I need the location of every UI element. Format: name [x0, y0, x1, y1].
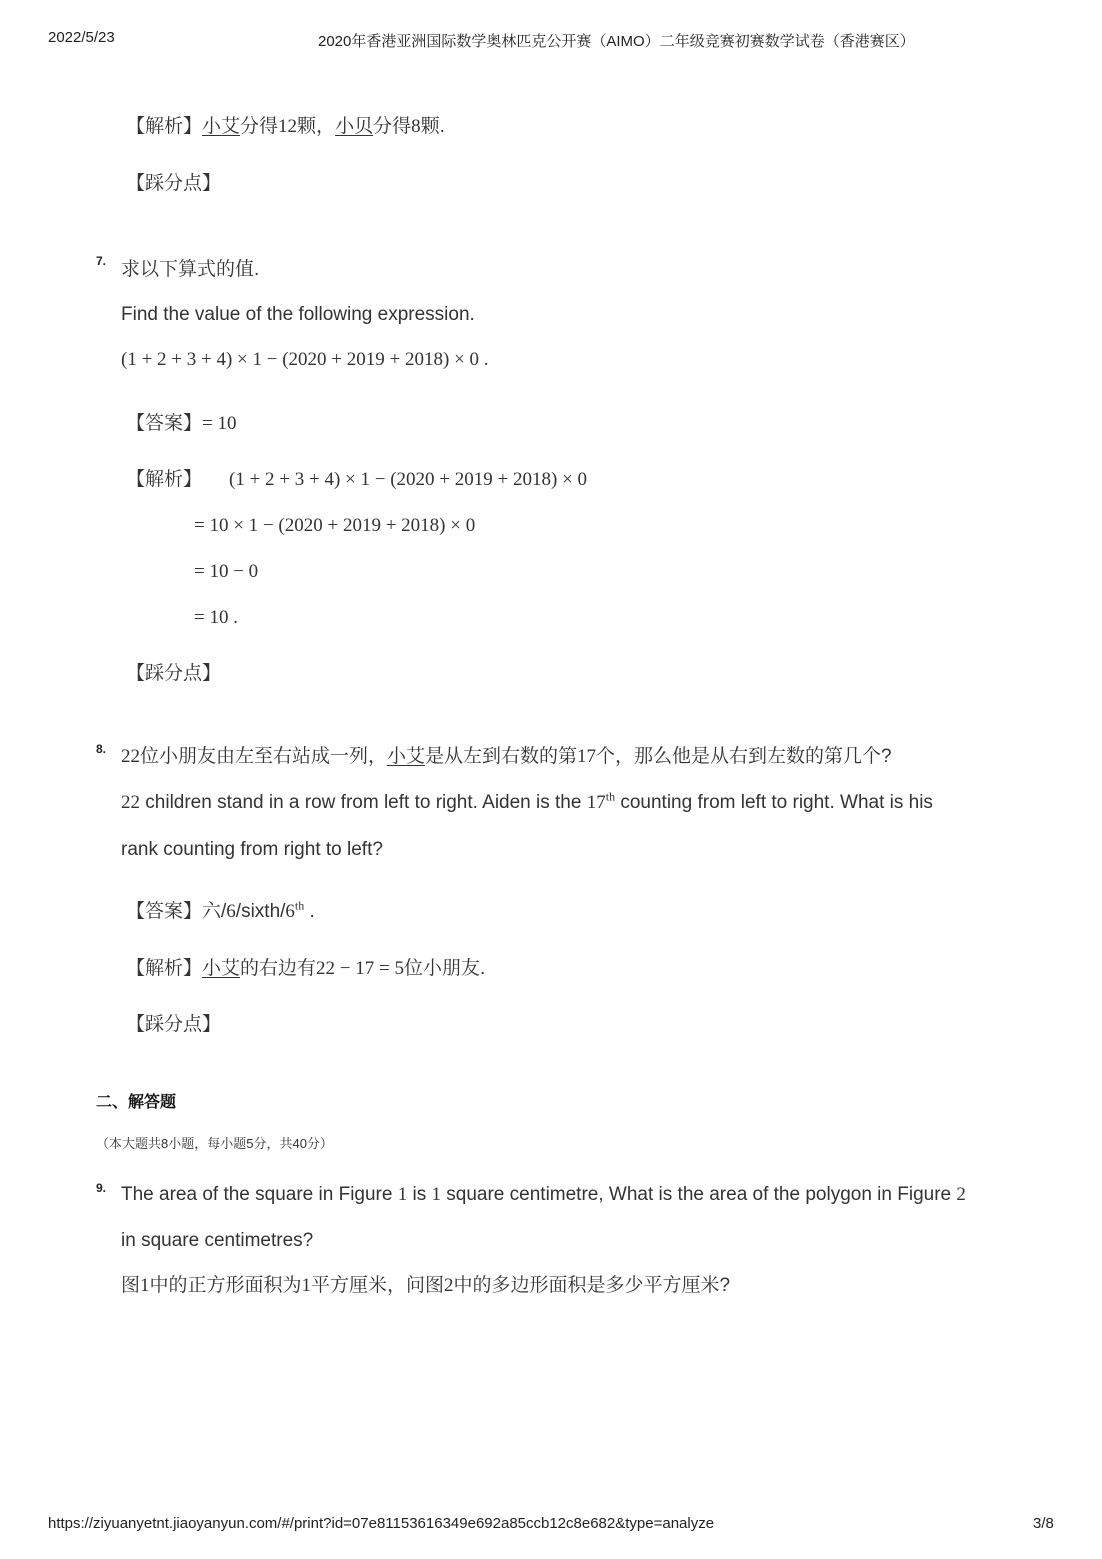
answer-value: = 10: [202, 413, 237, 434]
footer-url: https://ziyuanyetnt.jiaoyanyun.com/#/print?id=07e81153616349e692a85ccb12c8e682&type=analyze: [48, 1515, 715, 1532]
analysis-label: 【解析】: [126, 958, 203, 979]
question-number: 8.: [96, 742, 107, 756]
q8-en-line2: rank counting from right to left?: [121, 839, 383, 860]
q8-zh: 22位小朋友由左至右站成一列，小艾是从左到右数的第17个，那么他是从右到左数的第几个?: [121, 746, 892, 767]
q9-en-line1: The area of the square in Figure 1 is 1 square centimetre, What is the area of the polygon in Figure 2: [121, 1184, 966, 1205]
answer-label: 【答案】: [126, 901, 203, 922]
q8-answer: 【答案】六/6/sixth/6th .: [126, 898, 315, 922]
name-xiaoai: 小艾: [202, 958, 241, 979]
q7-step-3: = 10 − 0: [194, 561, 259, 582]
q7-step-1: (1 + 2 + 3 + 4) × 1 − (2020 + 2019 + 2018) × 0: [229, 469, 588, 490]
q7-step-2: = 10 × 1 − (2020 + 2019 + 2018) × 0: [194, 515, 476, 536]
name-xiaoai: 小艾: [202, 116, 241, 137]
q8-analysis: 【解析】小艾的右边有22 − 17 = 5位小朋友.: [126, 958, 486, 979]
analysis-label: 【解析】: [126, 116, 203, 137]
q7-zh: 求以下算式的值.: [121, 259, 260, 280]
page-header-title: 2020年香港亚洲国际数学奥林匹克公开赛（AIMO）二年级竞赛初赛数学试卷（香港赛区）: [318, 33, 915, 50]
q7-step-4: = 10 .: [194, 607, 238, 628]
q8-en-line1: 22 children stand in a row from left to right. Aiden is the 17th counting from left to right. What is his: [121, 789, 933, 813]
print-date: 2022/5/23: [48, 29, 115, 46]
q7-answer: [126, 411, 236, 437]
q7-points-label: 【踩分点】: [126, 663, 222, 684]
name-xiaoai: 小艾: [387, 746, 426, 767]
q6-analysis: 【解析】小艾分得12颗，小贝分得8颗.: [126, 116, 445, 137]
q9-en-line2: in square centimetres?: [121, 1230, 314, 1251]
q7-en: Find the value of the following expression.: [121, 304, 475, 325]
question-number: 7.: [96, 254, 107, 268]
q9-zh: 图1中的正方形面积为1平方厘米，问图2中的多边形面积是多少平方厘米?: [121, 1275, 731, 1296]
q7-expression: (1 + 2 + 3 + 4) × 1 − (2020 + 2019 + 2018) × 0 .: [121, 349, 489, 370]
question-number: 9.: [96, 1181, 107, 1195]
page-number: 3/8: [1033, 1515, 1054, 1532]
q7-analysis-label: 【解析】: [126, 469, 203, 490]
answer-label: 【答案】: [126, 413, 203, 434]
section-note: （本大题共8小题，每小题5分，共40分）: [96, 1136, 333, 1151]
q8-points-label: 【踩分点】: [126, 1014, 222, 1035]
q6-points-label: 【踩分点】: [126, 173, 222, 194]
section-title: 二、解答题: [96, 1094, 177, 1111]
name-xiaobei: 小贝: [335, 116, 374, 137]
